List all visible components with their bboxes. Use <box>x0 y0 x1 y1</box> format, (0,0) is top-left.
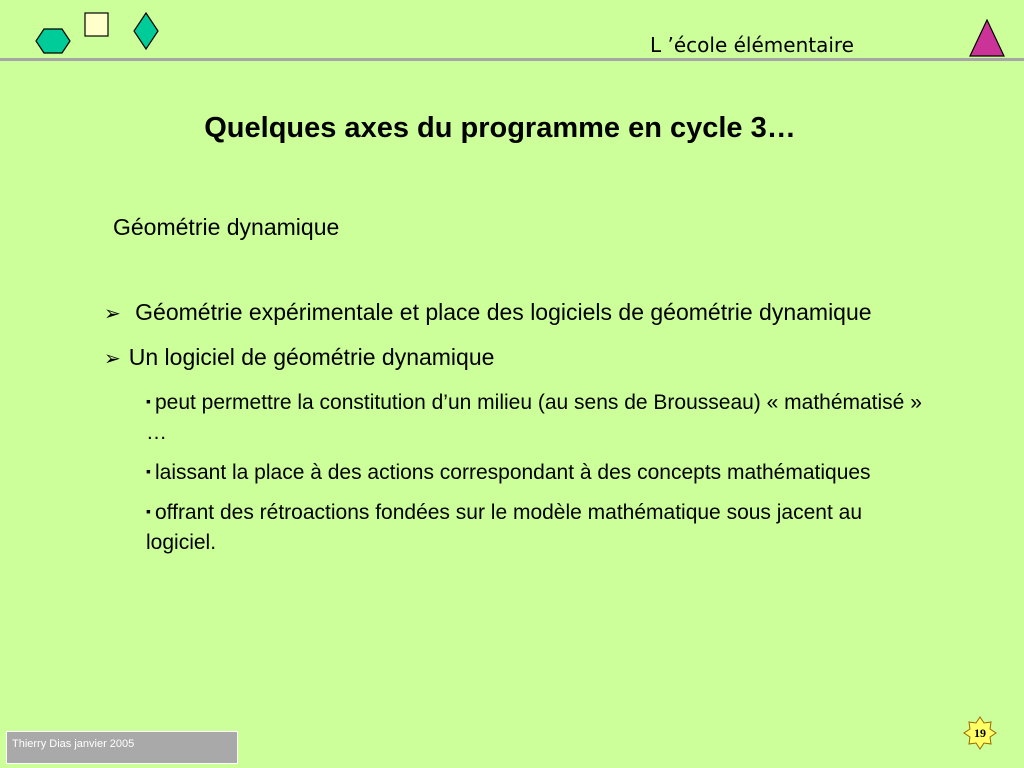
triangle-icon <box>969 19 1005 57</box>
sub-bullet-item <box>146 496 924 558</box>
square-bullet-icon: ▪ <box>146 393 151 409</box>
hexagon-icon <box>35 28 71 54</box>
bullet-item <box>104 341 924 376</box>
slide-body <box>104 296 924 566</box>
square-icon <box>84 12 110 38</box>
diamond-icon <box>133 12 159 50</box>
sub-bullet-item <box>146 386 924 448</box>
bullet-text: Géométrie expérimentale et place des logiciels de géométrie dynamique <box>128 299 872 325</box>
square-bullet-icon: ▪ <box>146 503 151 519</box>
sub-bullet-text: peut permettre la constitution d’un milieu (au sens de Brousseau) « mathématisé » … <box>146 391 922 444</box>
sub-bullet-text: offrant des rétroactions fondées sur le modèle mathématique sous jacent au logiciel. <box>146 501 862 554</box>
footer-author: Thierry Dias janvier 2005 <box>12 738 135 750</box>
sub-bullet-text: laissant la place à des actions correspondant à des concepts mathématiques <box>154 461 871 484</box>
arrow-bullet-icon: ➢ <box>104 303 121 325</box>
sub-bullet-item <box>146 456 924 488</box>
header-divider <box>0 58 1024 61</box>
square-bullet-icon: ▪ <box>146 463 151 479</box>
bullet-text: Un logiciel de géométrie dynamique <box>128 344 495 370</box>
bullet-item <box>104 296 924 331</box>
slide-subtitle: Géométrie dynamique <box>113 214 340 240</box>
slide-title: Quelques axes du programme en cycle 3… <box>204 112 796 144</box>
page-number: 19 <box>974 726 986 740</box>
arrow-bullet-icon: ➢ <box>104 348 121 370</box>
header-title: L ’école élémentaire <box>650 33 854 57</box>
